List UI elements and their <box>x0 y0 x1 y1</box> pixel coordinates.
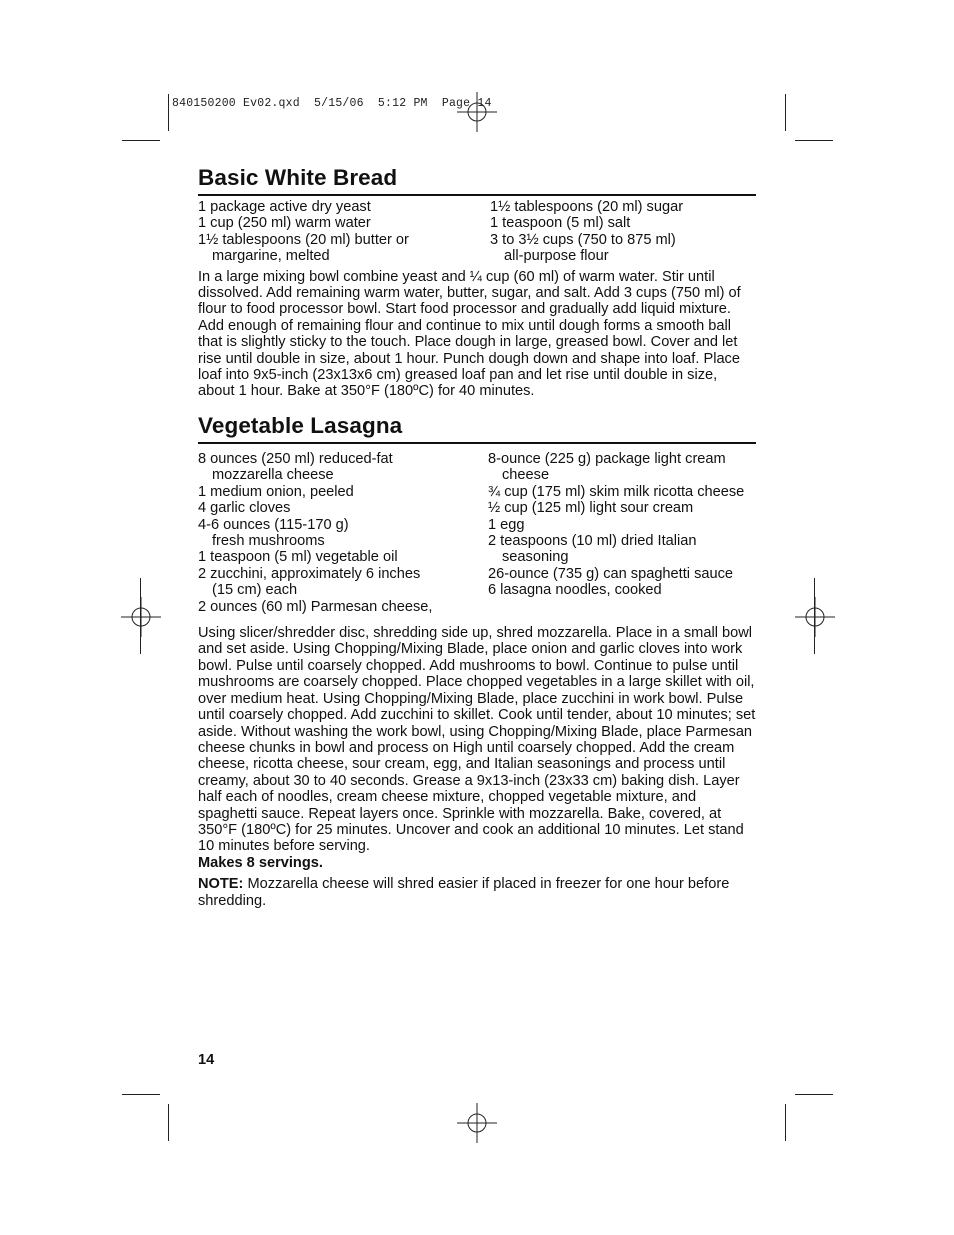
title-rule <box>198 442 756 444</box>
ingredient-line: 1 cup (250 ml) warm water <box>198 215 371 232</box>
ingredient-line: fresh mushrooms <box>212 533 325 550</box>
ingredient-line: (15 cm) each <box>212 582 298 599</box>
recipe-basic-white-bread <box>198 165 756 400</box>
registration-tick-left <box>140 578 141 654</box>
recipe-yield <box>198 855 756 871</box>
recipe-vegetable-lasagna <box>198 413 756 909</box>
ingredient-line: ½ cup (125 ml) light sour cream <box>488 500 694 517</box>
ingredient-line: all-purpose flour <box>504 248 609 265</box>
ingredient-line: mozzarella cheese <box>212 467 334 484</box>
registration-crosshair-left-icon <box>121 597 161 637</box>
yield-text: Makes 8 servings. <box>198 854 323 871</box>
ingredients-left-column <box>198 451 488 615</box>
page-number: 14 <box>198 1052 215 1068</box>
crop-mark-top-left-horizontal <box>122 140 160 141</box>
ingredient-line: 3 to 3½ cups (750 to 875 ml) <box>490 231 676 248</box>
ingredient-line: margarine, melted <box>212 248 330 265</box>
recipe-title: Vegetable Lasagna <box>198 413 403 438</box>
ingredient-line: seasoning <box>502 549 569 566</box>
crop-mark-top-right-horizontal <box>795 140 833 141</box>
ingredient-columns <box>198 451 756 615</box>
ingredient-line: 1½ tablespoons (20 ml) butter or <box>198 231 409 248</box>
registration-crosshair-right-icon <box>795 597 835 637</box>
ingredient-line: 1 medium onion, peeled <box>198 483 354 500</box>
printer-slug: 840150200 Ev02.qxd 5/15/06 5:12 PM Page 14 <box>172 97 492 110</box>
crop-mark-bottom-right-horizontal <box>795 1094 833 1095</box>
crop-mark-bottom-left-horizontal <box>122 1094 160 1095</box>
ingredient-line: 8 ounces (250 ml) reduced-fat <box>198 451 393 467</box>
ingredient-line: 1 teaspoon (5 ml) salt <box>490 215 631 232</box>
registration-crosshair-top-icon <box>457 92 497 132</box>
ingredient-columns <box>198 199 756 265</box>
ingredient-line: 1 teaspoon (5 ml) vegetable oil <box>198 549 398 566</box>
ingredient-line: 4-6 ounces (115-170 g) <box>198 516 349 533</box>
note-text: Mozzarella cheese will shred easier if placed in freezer for one hour before shredding. <box>198 876 730 909</box>
ingredient-line: 4 garlic cloves <box>198 500 291 517</box>
ingredients-right-column <box>488 451 760 615</box>
ingredient-line: 1 package active dry yeast <box>198 199 371 215</box>
ingredient-line: ¾ cup (175 ml) skim milk ricotta cheese <box>488 483 745 500</box>
ingredient-line: 2 ounces (60 ml) Parmesan cheese, <box>198 598 433 615</box>
ingredient-line: 2 zucchini, approximately 6 inches <box>198 565 421 582</box>
ingredient-line: 26-ounce (735 g) can spaghetti sauce <box>488 565 734 582</box>
ingredient-line: 2 teaspoons (10 ml) dried Italian <box>488 533 697 550</box>
recipe-note <box>198 876 756 909</box>
ingredient-line: cheese <box>502 467 550 484</box>
crop-mark-top-right-vertical <box>785 94 786 131</box>
ingredient-line: 1 egg <box>488 516 525 533</box>
crop-mark-bottom-right-vertical <box>785 1104 786 1141</box>
crop-mark-top-left-vertical <box>168 94 169 131</box>
ingredient-line: 8-ounce (225 g) package light cream <box>488 451 726 467</box>
ingredient-line: 1½ tablespoons (20 ml) sugar <box>490 199 684 215</box>
registration-crosshair-bottom-icon <box>457 1103 497 1143</box>
ingredients-right-column <box>490 199 756 265</box>
crop-mark-bottom-left-vertical <box>168 1104 169 1141</box>
ingredient-line: 6 lasagna noodles, cooked <box>488 582 662 599</box>
registration-tick-right <box>814 578 815 654</box>
ingredients-left-column <box>198 199 490 265</box>
recipe-title: Basic White Bread <box>198 165 398 190</box>
note-label: NOTE: <box>198 876 244 893</box>
recipe-directions: In a large mixing bowl combine yeast and ¼ cup (60 ml) of warm water. Stir until dissolved. Add remaining warm water, butter, sugar, and salt. Add 3 cups (750 ml) of flour to food processor bowl. Start food processor and gradually add liquid mixture. Add enough of remaining flour and continue to mix until dough forms a smooth ball that is slightly sticky to the touch. Place dough in large, greased bowl. Cover and let rise until double in size, about 1 hour. Punch dough down and shape into loaf. Place loaf into 9x5-inch (23x13x6 cm) greased loaf pan and let rise until double in size, about 1 hour. Bake at 350°F (180ºC) for 40 minutes. <box>198 268 741 400</box>
title-rule <box>198 194 756 196</box>
recipe-directions: Using slicer/shredder disc, shredding side up, shred mozzarella. Place in a small bowl and set aside. Using Chopping/Mixing Blade, place onion and garlic cloves into work bowl. Pulse until coarsely chopped. Add mushrooms to bowl. Continue to pulse until mushrooms are coarsely chopped. Place chopped vegetables in a large skillet with oil, over medium heat. Using Chopping/Mixing Blade, place zucchini in work bowl. Pulse until coarsely chopped. Add zucchini to skillet. Cook until tender, about 10 minutes; set aside. Without washing the work bowl, using Chopping/Mixing Blade, place Parmesan cheese chunks in bowl and process on High until coarsely chopped. Add the cream cheese, ricotta cheese, sour cream, egg, and Italian seasonings and process until creamy, about 30 to 40 seconds. Grease a 9x13-inch (23x33 cm) baking dish. Layer half each of noodles, cream cheese mixture, chopped vegetable mixture, and spaghetti sauce. Repeat layers once. Sprinkle with mozzarella. Bake, covered, at 350°F (180ºC) for 25 minutes. Uncover and cook an additional 10 minutes. Let stand 10 minutes before serving. <box>198 625 756 855</box>
